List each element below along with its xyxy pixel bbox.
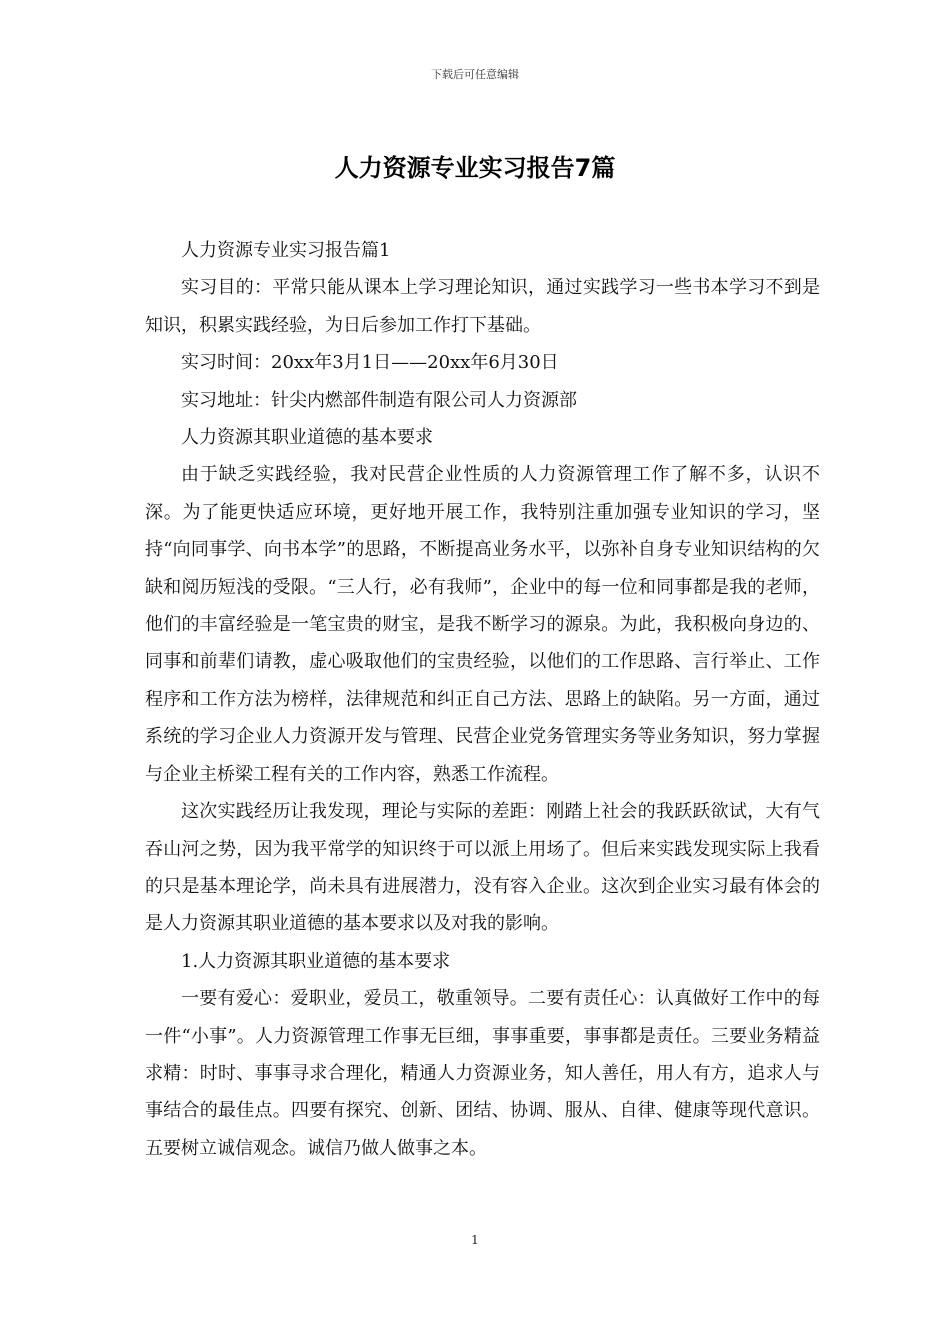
section-heading: 人力资源专业实习报告篇1	[181, 240, 391, 261]
body-paragraph: 实习时间：20xx年3月1日——20xx年6月30日	[181, 352, 559, 374]
body-paragraph: 实习地址：针尖内燃部件制造有限公司人力资源部	[181, 389, 577, 411]
body-paragraph: 一要有爱心：爱职业，爱员工，敬重领导。二要有责任心：认真做好工作中的每一件“小事”。人力资源管理工作事无巨细，事事重要，事事都是责任。三要业务精益求精：时时、事事寻求合理化，精通人力资源业务，知人善任，用人有方，追求人与事结合的最佳点。四要有探究、创新、团结、协调、服从、自律、健康等现代意识。五要树立诚信观念。诚信乃做人做事之本。	[145, 988, 820, 1159]
body-paragraph: 实习目的：平常只能从课本上学习理论知识，通过实践学习一些书本学习不到是知识，积累实践经验，为日后参加工作打下基础。	[145, 277, 820, 336]
body-paragraph: 由于缺乏实践经验，我对民营企业性质的人力资源管理工作了解不多，认识不深。为了能更快适应环境，更好地开展工作，我特别注重加强专业知识的学习，坚持“向同事学、向书本学”的思路，不断提高业务水平，以弥补自身专业知识结构的欠缺和阅历短浅的受限。“三人行，必有我师”，企业中的每一位和同事都是我的老师，他们的丰富经验是一笔宝贵的财宝，是我不断学习的源泉。为此，我积极向身边的、同事和前辈们请教，虚心吸取他们的宝贵经验，以他们的工作思路、言行举止、工作程序和工作方法为榜样，法律规范和纠正自己方法、思路上的缺陷。另一方面，通过系统的学习企业人力资源开发与管理、民营企业党务管理实务等业务知识，努力掌握与企业主桥梁工程有关的工作内容，熟悉工作流程。	[145, 464, 820, 785]
page-number: 1	[471, 1233, 479, 1247]
document-body	[145, 232, 820, 1167]
body-paragraph: 这次实践经历让我发现，理论与实际的差距：刚踏上社会的我跃跃欲试，大有气吞山河之势，因为我平常学的知识终于可以派上用场了。但后来实践发现实际上我看的只是基本理论学，尚未具有进展潜力，没有容入企业。这次到企业实习最有体会的是人力资源其职业道德的基本要求以及对我的影响。	[145, 801, 820, 935]
page-header-note: 下载后可任意编辑	[431, 68, 519, 81]
document-title: 人力资源专业实习报告7篇	[334, 154, 616, 182]
section-heading: 人力资源其职业道德的基本要求	[181, 427, 433, 449]
section-heading: 1.人力资源其职业道德的基本要求	[181, 950, 451, 972]
